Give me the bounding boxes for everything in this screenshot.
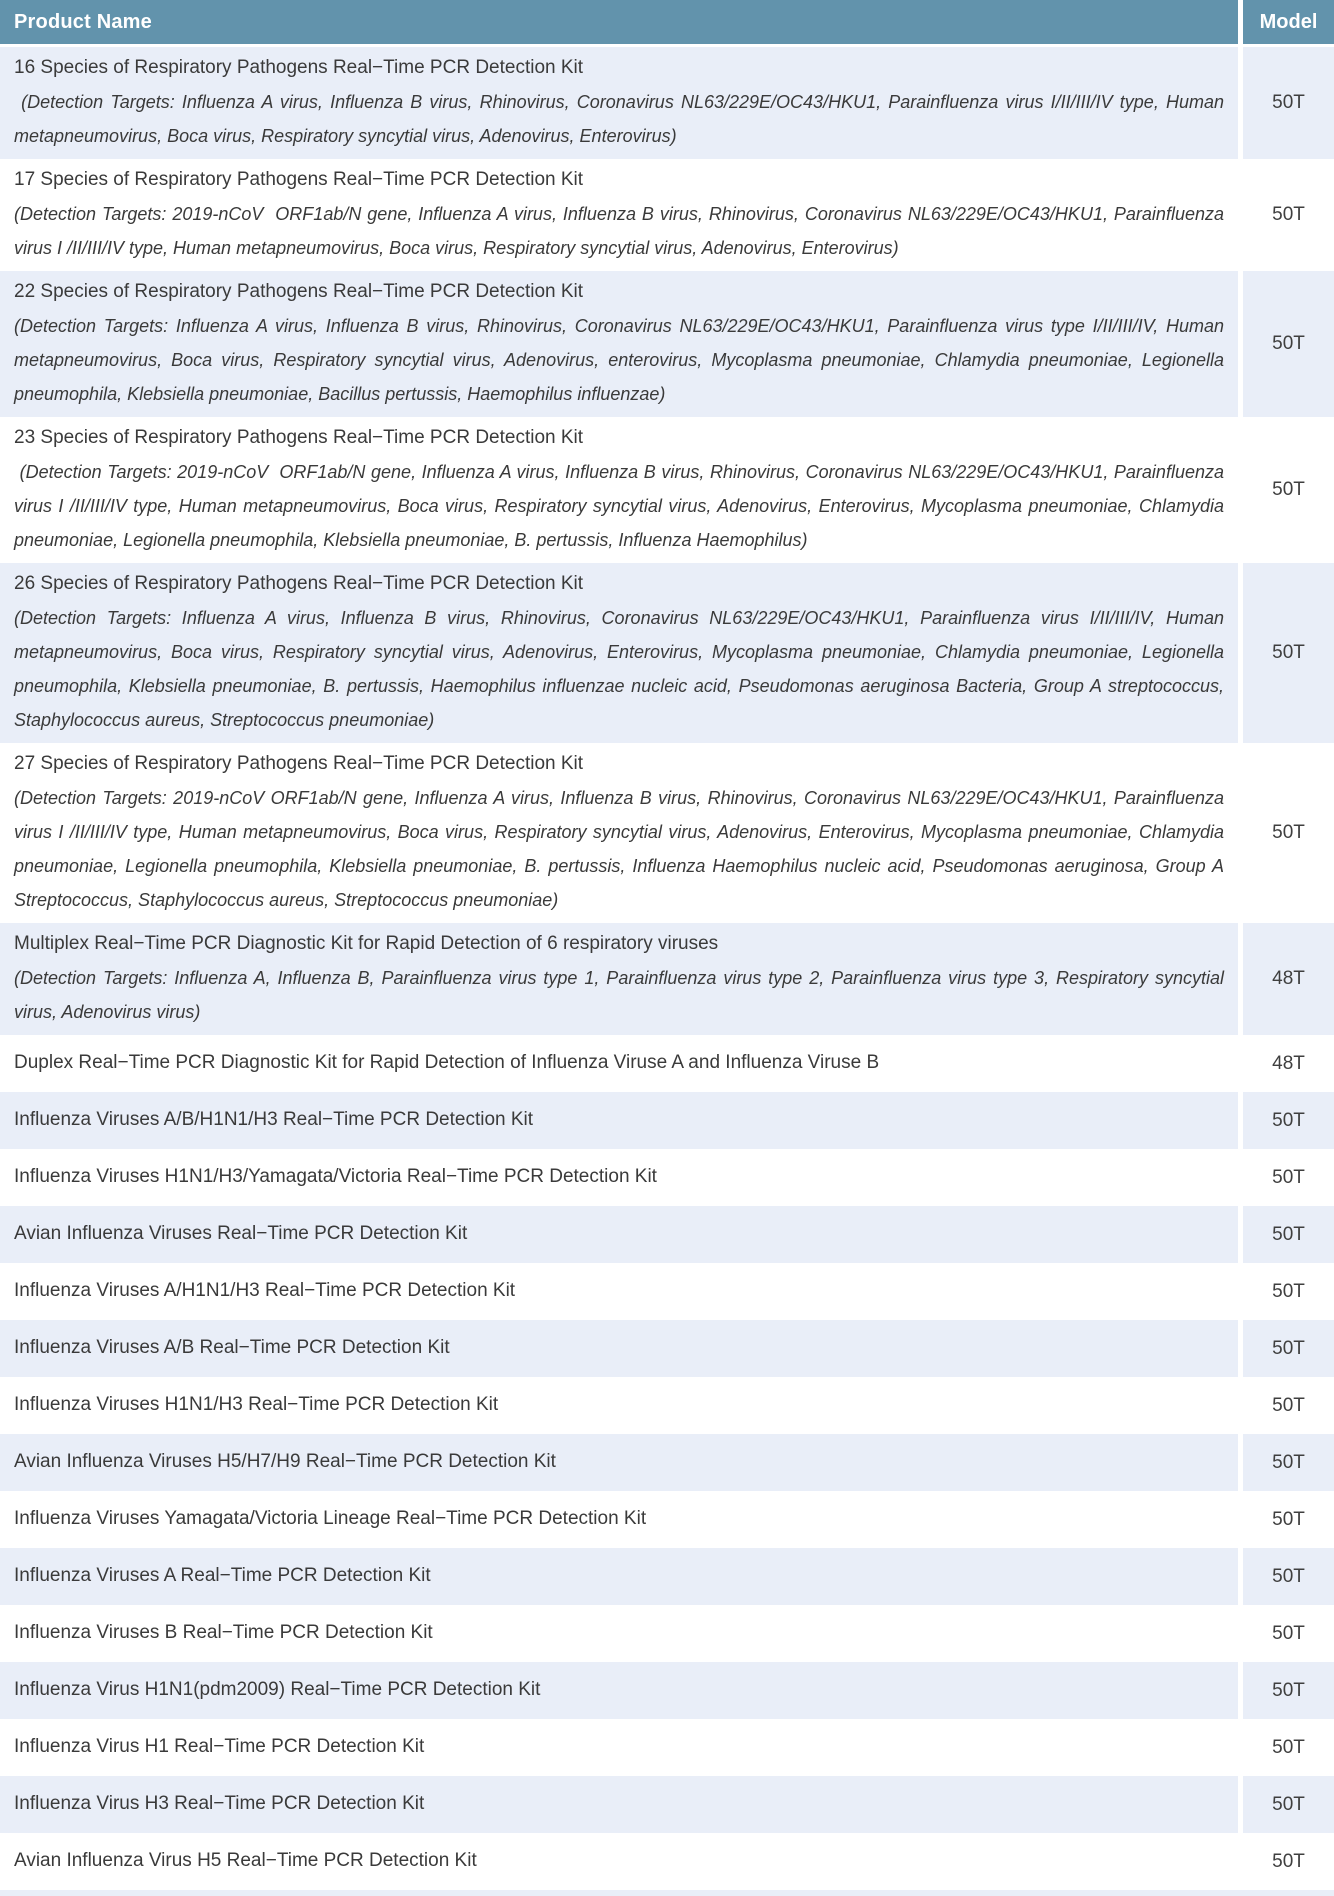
product-title: 23 Species of Respiratory Pathogens Real−Time PCR Detection Kit — [14, 427, 584, 448]
model-cell: 50T — [1238, 1149, 1334, 1206]
table-row — [0, 923, 1334, 1035]
product-title: Duplex Real−Time PCR Diagnostic Kit for Rapid Detection of Influenza Viruse A and Influenza Viruse B — [14, 1052, 880, 1073]
product-name-cell — [0, 563, 1238, 743]
model-cell: 50T — [1238, 563, 1334, 743]
product-title: 16 Species of Respiratory Pathogens Real−Time PCR Detection Kit — [14, 57, 584, 78]
product-name-cell — [0, 1320, 1238, 1377]
product-name-cell — [0, 1719, 1238, 1776]
product-name-cell — [0, 1206, 1238, 1263]
table-row — [0, 743, 1334, 923]
model-cell: 50T — [1238, 1605, 1334, 1662]
product-title: Influenza Viruses H1N1/H3 Real−Time PCR Detection Kit — [14, 1394, 499, 1415]
model-cell: 50T — [1238, 271, 1334, 417]
table-row — [0, 1776, 1334, 1833]
product-name-cell — [0, 1149, 1238, 1206]
product-name-cell — [0, 1434, 1238, 1491]
model-cell: 50T — [1238, 159, 1334, 271]
product-name-cell — [0, 159, 1238, 271]
product-detection-targets: (Detection Targets: Influenza A, Influenza B, Parainfluenza virus type 1, Parainfluenza virus type 2, Parainfluenza virus type 3, Respiratory syncytial virus, Adenovirus virus) — [14, 968, 1224, 1022]
table-row — [0, 1833, 1334, 1890]
table-row — [0, 1548, 1334, 1605]
table-row — [0, 1719, 1334, 1776]
table-row — [0, 1206, 1334, 1263]
product-title: Influenza Viruses H1N1/H3/Yamagata/Victoria Real−Time PCR Detection Kit — [14, 1166, 657, 1187]
product-title: Multiplex Real−Time PCR Diagnostic Kit for Rapid Detection of 6 respiratory viruses — [14, 933, 719, 954]
product-title: Avian Influenza Viruses H5/H7/H9 Real−Time PCR Detection Kit — [14, 1451, 556, 1472]
product-name-cell — [0, 1092, 1238, 1149]
model-cell: 50T — [1238, 1776, 1334, 1833]
product-detection-targets: (Detection Targets: Influenza A virus, Influenza B virus, Rhinovirus, Coronavirus NL63/229E/OC43/HKU1, Parainfluenza virus I/II/III/IV, Human metapneumovirus, Boca virus, Respiratory syncytial virus, Adenovirus, Enterovirus, Mycoplasma pneumoniae, Chlamydia pneumoniae, Legionella pneumophila, Klebsiella pneumoniae, B. pertussis, Haemophilus influenzae nucleic acid, Pseudomonas aeruginosa Bacteria, Group A streptococcus, Staphylococcus aureus, Streptococcus pneumoniae) — [14, 608, 1224, 730]
product-name-cell — [0, 1662, 1238, 1719]
product-name-cell — [0, 271, 1238, 417]
table-row — [0, 1605, 1334, 1662]
column-header-model: Model — [1238, 0, 1334, 44]
product-name-cell — [0, 1548, 1238, 1605]
table-row — [0, 1149, 1334, 1206]
product-title: Influenza Viruses Yamagata/Victoria Lineage Real−Time PCR Detection Kit — [14, 1508, 647, 1529]
table-row — [0, 1662, 1334, 1719]
product-name-cell — [0, 1776, 1238, 1833]
product-detection-targets: (Detection Targets: 2019-nCoV ORF1ab/N gene, Influenza A virus, Influenza B virus, Rhinovirus, Coronavirus NL63/229E/OC43/HKU1, Parainfluenza virus I /II/III/IV type, Human metapneumovirus, Boca virus, Respiratory syncytial virus, Adenovirus, Enterovirus, Mycoplasma pneumoniae, Chlamydia pneumoniae, Legionella pneumophila, Klebsiella pneumoniae, B. pertussis, Influenza Haemophilus) — [14, 462, 1224, 550]
model-cell: 50T — [1238, 47, 1334, 159]
table-row — [0, 1092, 1334, 1149]
table-body — [0, 47, 1334, 1890]
product-name-cell — [0, 1377, 1238, 1434]
product-title: Influenza Viruses B Real−Time PCR Detection Kit — [14, 1622, 433, 1643]
model-cell: 50T — [1238, 1548, 1334, 1605]
model-cell: 50T — [1238, 1092, 1334, 1149]
product-title: Influenza Virus H3 Real−Time PCR Detection Kit — [14, 1793, 425, 1814]
product-title: Influenza Viruses A Real−Time PCR Detection Kit — [14, 1565, 431, 1586]
table-row — [0, 1035, 1334, 1092]
product-name-cell — [0, 1035, 1238, 1092]
product-title: 26 Species of Respiratory Pathogens Real−Time PCR Detection Kit — [14, 573, 584, 594]
product-title: Influenza Viruses A/B Real−Time PCR Detection Kit — [14, 1337, 450, 1358]
table-row — [0, 1320, 1334, 1377]
partial-next-row-strip — [0, 1890, 1334, 1896]
table-row — [0, 563, 1334, 743]
product-name-cell — [0, 417, 1238, 563]
product-title: Influenza Virus H1 Real−Time PCR Detection Kit — [14, 1736, 425, 1757]
product-name-cell — [0, 1491, 1238, 1548]
product-name-cell — [0, 743, 1238, 923]
product-name-cell — [0, 1263, 1238, 1320]
table-row — [0, 271, 1334, 417]
table-row — [0, 47, 1334, 159]
product-title: Influenza Virus H1N1(pdm2009) Real−Time PCR Detection Kit — [14, 1679, 541, 1700]
model-cell: 50T — [1238, 417, 1334, 563]
model-cell: 50T — [1238, 1491, 1334, 1548]
table-header-row — [0, 0, 1334, 47]
model-cell: 50T — [1238, 743, 1334, 923]
product-title: 27 Species of Respiratory Pathogens Real−Time PCR Detection Kit — [14, 753, 584, 774]
product-detection-targets: (Detection Targets: 2019-nCoV ORF1ab/N gene, Influenza A virus, Influenza B virus, Rhinovirus, Coronavirus NL63/229E/OC43/HKU1, Parainfluenza virus I /II/III/IV type, Human metapneumovirus, Boca virus, Respiratory syncytial virus, Adenovirus, Enterovirus) — [14, 204, 1224, 258]
model-cell: 50T — [1238, 1377, 1334, 1434]
table-row — [0, 417, 1334, 563]
model-cell: 50T — [1238, 1320, 1334, 1377]
product-title: Avian Influenza Virus H5 Real−Time PCR Detection Kit — [14, 1850, 477, 1871]
product-name-cell — [0, 47, 1238, 159]
model-cell: 50T — [1238, 1434, 1334, 1491]
product-name-cell — [0, 1833, 1238, 1890]
product-title: Influenza Viruses A/H1N1/H3 Real−Time PCR Detection Kit — [14, 1280, 516, 1301]
table-row — [0, 1263, 1334, 1320]
product-detection-targets: (Detection Targets: Influenza A virus, Influenza B virus, Rhinovirus, Coronavirus NL63/229E/OC43/HKU1, Parainfluenza virus type I/II/III/IV, Human metapneumovirus, Boca virus, Respiratory syncytial virus, Adenovirus, enterovirus, Mycoplasma pneumoniae, Chlamydia pneumoniae, Legionella pneumophila, Klebsiella pneumoniae, Bacillus pertussis, Haemophilus influenzae) — [14, 316, 1224, 404]
model-cell: 50T — [1238, 1206, 1334, 1263]
product-detection-targets: (Detection Targets: 2019-nCoV ORF1ab/N gene, Influenza A virus, Influenza B virus, Rhinovirus, Coronavirus NL63/229E/OC43/HKU1, Parainfluenza virus I /II/III/IV type, Human metapneumovirus, Boca virus, Respiratory syncytial virus, Adenovirus, Enterovirus, Mycoplasma pneumoniae, Chlamydia pneumoniae, Legionella pneumophila, Klebsiella pneumoniae, B. pertussis, Influenza Haemophilus nucleic acid, Pseudomonas aeruginosa, Group A Streptococcus, Staphylococcus aureus, Streptococcus pneumoniae) — [14, 788, 1224, 910]
model-cell: 48T — [1238, 1035, 1334, 1092]
table-row — [0, 1377, 1334, 1434]
model-cell: 50T — [1238, 1719, 1334, 1776]
column-header-product-name: Product Name — [14, 10, 152, 33]
table-row — [0, 1434, 1334, 1491]
model-cell: 50T — [1238, 1662, 1334, 1719]
model-cell: 48T — [1238, 923, 1334, 1035]
product-name-cell — [0, 923, 1238, 1035]
model-cell: 50T — [1238, 1833, 1334, 1890]
product-detection-targets: (Detection Targets: Influenza A virus, Influenza B virus, Rhinovirus, Coronavirus NL63/229E/OC43/HKU1, Parainfluenza virus I/II/III/IV type, Human metapneumovirus, Boca virus, Respiratory syncytial virus, Adenovirus, Enterovirus) — [14, 92, 1224, 146]
model-cell: 50T — [1238, 1263, 1334, 1320]
product-title: Avian Influenza Viruses Real−Time PCR Detection Kit — [14, 1223, 468, 1244]
product-title: Influenza Viruses A/B/H1N1/H3 Real−Time PCR Detection Kit — [14, 1109, 534, 1130]
table-row — [0, 1491, 1334, 1548]
product-title: 22 Species of Respiratory Pathogens Real−Time PCR Detection Kit — [14, 281, 584, 302]
product-name-cell — [0, 1605, 1238, 1662]
table-row — [0, 159, 1334, 271]
product-title: 17 Species of Respiratory Pathogens Real−Time PCR Detection Kit — [14, 169, 584, 190]
